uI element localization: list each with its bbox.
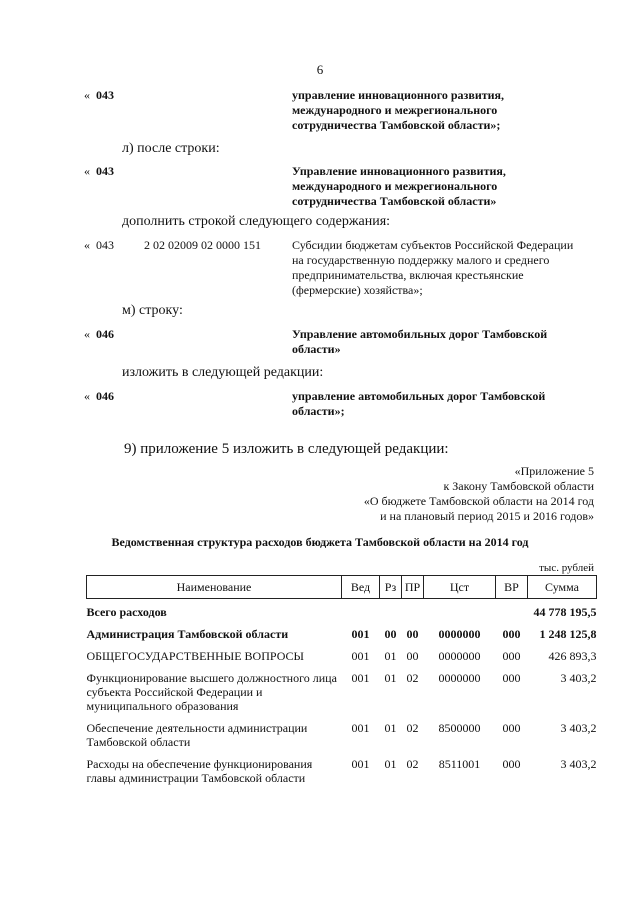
column-header: ВР [496, 576, 528, 599]
row-rz: 01 [384, 671, 397, 685]
row-rz: 01 [384, 649, 397, 663]
row-cst [424, 599, 496, 628]
row-sum: 1 248 125,8 [539, 627, 597, 641]
row-name: Функционирование высшего должностного лица субъекта Российской Федерации и муниципального образования [86, 671, 337, 713]
entry-kbk-code: 2 02 02009 02 0000 151 [144, 238, 261, 252]
entry-code: « 046 [84, 327, 114, 341]
row-vr: 000 [502, 721, 521, 735]
column-header: ПР [402, 576, 424, 599]
entry-code: « 046 [84, 389, 114, 403]
units-label: тыс. рублей [539, 562, 594, 574]
column-header: Сумма [528, 576, 597, 599]
entry-description: Управление автомобильных дорог Тамбовской области» [292, 327, 548, 356]
instruction-text: л) после строки: [122, 141, 220, 156]
row-sum: 44 778 195,5 [533, 605, 597, 619]
table-row [87, 627, 597, 649]
entry-description: Управление инновационного развития, международного и межрегионального сотрудничества Тамбовской области» [292, 164, 506, 208]
appendix-line: «О бюджете Тамбовской области на 2014 год [363, 494, 594, 508]
row-ved: 001 [351, 649, 370, 663]
budget-table [86, 575, 597, 793]
row-rz: 01 [384, 721, 397, 735]
row-cst: 0000000 [438, 649, 481, 663]
column-header: Цст [424, 576, 496, 599]
table-row [87, 599, 597, 628]
row-cst: 0000000 [438, 627, 481, 641]
item-9-text: 9) приложение 5 изложить в следующей редакции: [124, 441, 449, 457]
row-pr [402, 599, 424, 628]
table-header-row [87, 576, 597, 599]
row-vr: 000 [502, 627, 521, 641]
row-name: Обеспечение деятельности администрации Тамбовской области [86, 721, 308, 749]
row-sum: 3 403,2 [560, 757, 597, 771]
row-cst: 8511001 [438, 757, 481, 771]
instruction-text: изложить в следующей редакции: [122, 365, 324, 380]
row-pr: 00 [406, 627, 419, 641]
row-ved: 001 [351, 627, 370, 641]
entry-description: Субсидии бюджетам субъектов Российской Федерации на государственную поддержку малого и среднего предпринимательства, включая крестьянские (фермерские) хозяйства»; [292, 238, 574, 297]
entry-code: « 043 [84, 164, 114, 178]
row-sum: 3 403,2 [560, 671, 597, 685]
table-row [87, 721, 597, 757]
row-name: Расходы на обеспечение функционирования главы администрации Тамбовской области [86, 757, 313, 785]
table-title: Ведомственная структура расходов бюджета Тамбовской области на 2014 год [111, 535, 529, 549]
appendix-line: «Приложение 5 [514, 464, 594, 478]
row-ved: 001 [351, 671, 370, 685]
appendix-line: к Закону Тамбовской области [443, 479, 594, 493]
table-row [87, 649, 597, 671]
row-ved: 001 [351, 721, 370, 735]
row-rz: 00 [384, 627, 397, 641]
column-header: Вед [342, 576, 380, 599]
row-sum: 3 403,2 [560, 721, 597, 735]
row-ved: 001 [351, 757, 370, 771]
appendix-line: и на плановый период 2015 и 2016 годов» [380, 509, 594, 523]
entry-code: « 043 [84, 88, 114, 102]
row-pr: 02 [406, 721, 419, 735]
row-vr: 000 [502, 757, 521, 771]
row-vr [496, 599, 528, 628]
row-rz [380, 599, 402, 628]
instruction-text: дополнить строкой следующего содержания: [122, 214, 391, 229]
table-row [87, 671, 597, 721]
row-name: ОБЩЕГОСУДАРСТВЕННЫЕ ВОПРОСЫ [86, 649, 304, 663]
table-row [87, 757, 597, 793]
row-ved [342, 599, 380, 628]
column-header: Рз [380, 576, 402, 599]
row-sum: 426 893,3 [548, 649, 597, 663]
row-name: Всего расходов [86, 605, 167, 619]
row-vr: 000 [502, 649, 521, 663]
row-pr: 02 [406, 757, 419, 771]
column-header: Наименование [87, 576, 342, 599]
appendix-header [234, 464, 594, 524]
row-pr: 02 [406, 671, 419, 685]
entry-code: « 043 [84, 238, 114, 252]
row-vr: 000 [502, 671, 521, 685]
row-pr: 00 [406, 649, 419, 663]
row-rz: 01 [384, 757, 397, 771]
row-name: Администрация Тамбовской области [86, 627, 289, 641]
page-number: 6 [316, 62, 324, 77]
entry-description: управление автомобильных дорог Тамбовской области»; [292, 389, 546, 418]
entry-description: управление инновационного развития, международного и межрегионального сотрудничества Тамбовской области»; [292, 88, 505, 132]
instruction-text: м) строку: [122, 303, 183, 318]
row-cst: 0000000 [438, 671, 481, 685]
row-cst: 8500000 [438, 721, 481, 735]
